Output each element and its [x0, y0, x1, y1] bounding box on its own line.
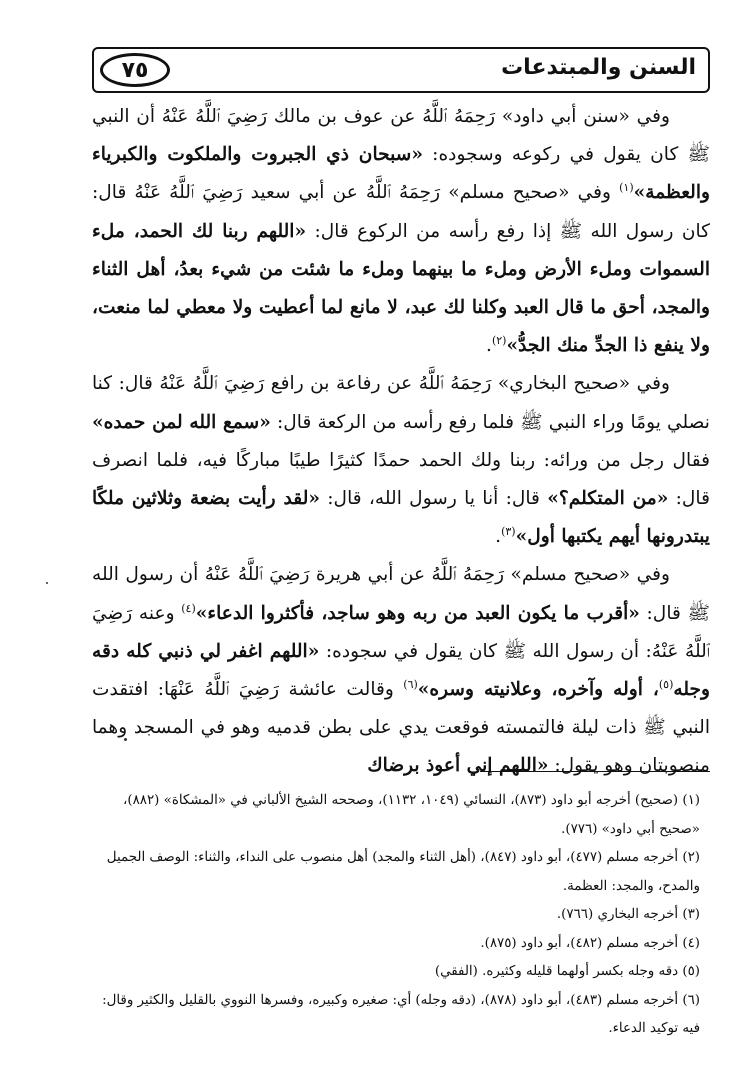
hadith-quote: «سمع الله لمن حمده» — [92, 411, 271, 433]
footnote-ref: (١) — [619, 181, 634, 195]
paragraph-3 — [92, 556, 710, 785]
text-run: وقالت عائشة رَضِيَ ٱللَّهُ عَنْهَا: افتقدت النبي ﷺ ذات ليلة فالتمسته فوقعت يدي على بطن قدميه وهو في المسجد وهما منصوبتان وهو يقول: — [92, 679, 710, 777]
footnote-ref: (٥) — [658, 677, 674, 691]
text-run: وفي «سنن أبي داود» رَحِمَهُ ٱللَّهُ عن عوف بن مالك رَضِيَ ٱللَّهُ عَنْهُ أن النبي ﷺ كان يقول في ركوعه وسجوده: — [92, 106, 710, 166]
footnote-ref: (٢) — [491, 334, 507, 348]
hadith-quote: «من المتكلم؟» — [547, 488, 669, 510]
main-text — [92, 98, 710, 786]
footnote-4: (٤) أخرجه مسلم (٤٨٢)، أبو داود (٨٧٥). — [480, 935, 700, 951]
hadith-quote: «اللهم ربنا لك الحمد، ملء السموات وملء الأرض وملء ما بينهما وملء ما شئت من شيء بعدُ، أهل الثناء والمجد، أحق ما قال العبد وكلنا لك عبد، لا مانع لما أعطيت ولا معطي لما منعت، ولا ينفع ذا الجدِّ منك الجدُّ» — [92, 220, 710, 357]
footnote-6: (٦) أخرجه مسلم (٤٨٣)، أبو داود (٨٧٨)، (دقه وجله) أي: صغيره وكبيره، وفسرها النووي بالقليل والكثير وقال: فيه توكيد الدعاء. — [102, 992, 700, 1036]
text-run: وفي «صحيح مسلم» رَحِمَهُ ٱللَّهُ عن أبي هريرة رَضِيَ ٱللَّهُ عَنْهُ أن رسول الله ﷺ قال: — [92, 564, 710, 624]
hadith-quote: «أقرب ما يكون العبد من ربه وهو ساجد، فأكثروا الدعاء» — [195, 602, 640, 624]
text-run: فقال رجل من ورائه: ربنا ولك الحمد حمدًا كثيرًا طيبًا مباركًا فيه، فلما انصرف قال: — [92, 449, 710, 510]
hadith-quote: ، أوله وآخره، وعلانيته وسره» — [417, 679, 659, 701]
page-number-badge — [100, 53, 170, 87]
hadith-quote: «سبحان ذي الجبروت والملكوت والكبرياء والعظمة» — [92, 144, 710, 204]
hadith-quote: «لقد رأيت بضعة وثلاثين ملكًا يبتدرونها أيهم يكتبها أول» — [92, 488, 710, 548]
text-run: . — [486, 335, 492, 357]
paragraph-1 — [92, 98, 710, 365]
chapter-title: السنن والمبتدعات — [501, 55, 696, 80]
footnote-ref: (٤) — [181, 601, 196, 615]
footnote-ref: (٣) — [501, 525, 516, 539]
footnote-ref: (٦) — [403, 677, 418, 691]
text-run: قال: أنا يا رسول الله، قال: — [319, 488, 548, 510]
page-header — [92, 47, 710, 93]
text-run: . — [495, 526, 502, 548]
text-run: وعنه رَضِيَ ٱللَّهُ عَنْهُ: أن رسول الله ﷺ كان يقول في سجوده: — [92, 602, 710, 662]
page-number: ٧٥ — [121, 57, 149, 83]
text-run: وفي «صحيح مسلم» رَحِمَهُ ٱللَّهُ عن أبي سعيد رَضِيَ ٱللَّهُ عَنْهُ قال: كان رسول الله ﷺ إذا رفع رأسه من الركوع قال: — [92, 182, 710, 242]
footnotes-section — [92, 787, 710, 1044]
footnote-5: (٥) دقه وجله بكسر أولهما قليله وكثيره. (الفقي) — [434, 964, 700, 979]
footnote-1: (١) (صحيح) أخرجه أبو داود (٨٧٣)، النسائي (١٠٤٩، ١١٣٢)، وصححه الشيخ الألباني في «المشكاة» (٨٨٢)، «صحيح أبي داود» (٧٧٦). — [123, 793, 700, 837]
text-run: وفي «صحيح البخاري» رَحِمَهُ ٱللَّهُ عن رفاعة بن رافع رَضِيَ ٱللَّهُ عَنْهُ قال: كنا نصلي يومًا وراء النبي ﷺ فلما رفع رأسه من الركعة قال: — [92, 373, 710, 433]
footnote-divider — [480, 771, 710, 772]
footnote-2: (٢) أخرجه مسلم (٤٧٧)، أبو داود (٨٤٧)، (أهل الثناء والمجد) أهل منصوب على النداء، والثناء: الوصف الجميل والمدح، والمجد: العظمة. — [106, 850, 700, 894]
footnote-3: (٣) أخرجه البخاري (٧٦٦). — [556, 907, 700, 922]
hadith-quote: «اللهم اغفر لي ذنبي كله دقه وجله — [92, 640, 710, 701]
paragraph-2 — [92, 365, 710, 556]
hadith-quote: «اللهم إني أعوذ برضاك — [367, 755, 549, 777]
print-speck — [124, 738, 127, 741]
print-speck — [46, 582, 48, 584]
